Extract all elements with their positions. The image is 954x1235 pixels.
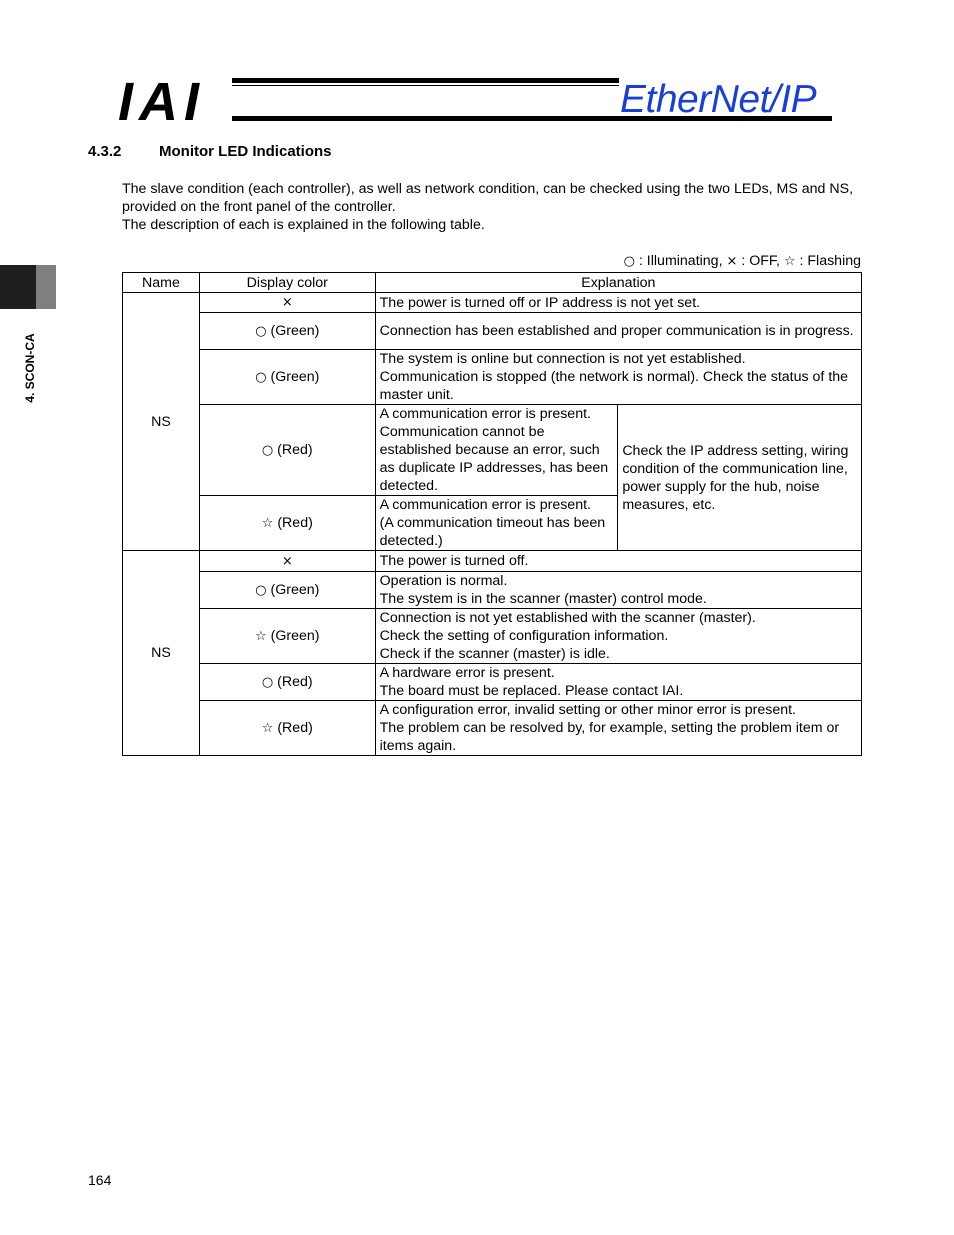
display-color-cell	[199, 405, 375, 496]
circle-icon: ○	[255, 582, 267, 598]
section-number: 4.3.2	[88, 143, 122, 160]
explanation-line: The system is online but connection is not yet established.	[379, 351, 746, 367]
header-name: Name	[123, 273, 200, 293]
cross-icon: ×	[281, 553, 293, 569]
star-icon: ☆	[783, 254, 796, 269]
explanation-line: (A communication timeout has been detected.)	[379, 515, 606, 549]
header-rule-top-thin	[232, 85, 619, 86]
legend-flash-text: : Flashing	[795, 253, 861, 269]
explanation-line: Check if the scanner (master) is idle.	[379, 646, 610, 662]
header-display-color: Display color	[199, 273, 375, 293]
explanation-line: Communication cannot be established because an error, such as duplicate IP addresses, has been detected.	[379, 424, 609, 494]
display-color-cell	[199, 350, 375, 405]
iai-logo: IAI	[118, 72, 206, 132]
explanation-line: A communication error is present.	[379, 406, 591, 422]
table-row	[123, 313, 862, 350]
cross-icon: ×	[726, 254, 738, 269]
color-label: (Red)	[273, 514, 313, 531]
explanation-cell	[375, 405, 618, 496]
table-row	[123, 664, 862, 701]
table-row	[123, 293, 862, 313]
intro-paragraph-2: The description of each is explained in the following table.	[122, 217, 485, 233]
explanation-cell	[375, 496, 618, 551]
star-icon: ☆	[261, 515, 274, 531]
symbol-legend	[624, 253, 861, 269]
explanation-line: The system is in the scanner (master) control mode.	[379, 591, 707, 607]
color-label: (Green)	[266, 627, 320, 644]
explanation-line: Connection is not yet established with the scanner (master).	[379, 610, 756, 626]
explanation-line: A hardware error is present.	[379, 665, 555, 681]
table-row	[123, 350, 862, 405]
star-icon: ☆	[255, 628, 267, 644]
explanation-line: Communication is stopped (the network is normal). Check the status of the master unit.	[379, 369, 849, 403]
chapter-label: 4. SCON-CA	[23, 333, 37, 403]
display-color-cell	[199, 551, 375, 572]
display-color-cell	[199, 609, 375, 664]
explanation-line: A configuration error, invalid setting or other minor error is present.	[379, 702, 797, 718]
circle-icon: ○	[623, 254, 635, 269]
chapter-tab-marker-light	[36, 265, 56, 309]
color-label: (Green)	[266, 322, 320, 339]
color-label: (Red)	[273, 441, 313, 458]
explanation-cell: The power is turned off or IP address is not yet set.	[375, 293, 861, 313]
table-row	[123, 551, 862, 572]
led-name-cell: NS	[123, 551, 200, 756]
explanation-cell	[375, 350, 861, 405]
explanation-line: The problem can be resolved by, for example, setting the problem item or items again.	[379, 720, 840, 754]
display-color-cell	[199, 572, 375, 609]
intro-text	[122, 180, 867, 234]
ethernet-ip-logo: EtherNet/IP	[620, 78, 817, 121]
explanation-cell: The power is turned off.	[375, 551, 861, 572]
color-label: (Red)	[273, 673, 313, 690]
display-color-cell	[199, 701, 375, 756]
explanation-line: Operation is normal.	[379, 573, 508, 589]
legend-on-text: : Illuminating,	[634, 253, 727, 269]
table-header-row	[123, 273, 862, 293]
color-label: (Green)	[266, 368, 320, 385]
color-label: (Green)	[266, 581, 320, 598]
explanation-line: The board must be replaced. Please contact IAI.	[379, 683, 684, 699]
header-explanation: Explanation	[375, 273, 861, 293]
explanation-cell	[375, 664, 861, 701]
explanation-line: Check the setting of configuration information.	[379, 628, 669, 644]
intro-paragraph-1: The slave condition (each controller), as well as network condition, can be checked using the two LEDs, MS and NS, provided on the front panel of the controller.	[122, 181, 854, 215]
circle-icon: ○	[255, 369, 267, 385]
explanation-cell	[375, 572, 861, 609]
page-number: 164	[88, 1172, 112, 1188]
chapter-tab-marker	[0, 265, 36, 309]
table-row	[123, 405, 862, 496]
led-name-cell: NS	[123, 293, 200, 551]
star-icon: ☆	[261, 720, 274, 736]
table-row	[123, 572, 862, 609]
explanation-line: A communication error is present.	[379, 497, 591, 513]
explanation-cell	[375, 701, 861, 756]
table-row	[123, 701, 862, 756]
section-title: Monitor LED Indications	[159, 143, 332, 160]
circle-icon: ○	[261, 442, 274, 458]
header-rule-top	[232, 78, 619, 83]
explanation-cell	[375, 609, 861, 664]
legend-off-text: : OFF,	[737, 253, 784, 269]
display-color-cell	[199, 313, 375, 350]
led-indication-table	[122, 272, 862, 756]
display-color-cell	[199, 664, 375, 701]
remedy-cell: Check the IP address setting, wiring condition of the communication line, power supply for the hub, noise measures, etc.	[618, 405, 862, 551]
circle-icon: ○	[255, 323, 267, 339]
circle-icon: ○	[261, 674, 274, 690]
table-row	[123, 609, 862, 664]
color-label: (Red)	[273, 719, 313, 736]
explanation-cell: Connection has been established and proper communication is in progress.	[375, 313, 861, 350]
display-color-cell	[199, 293, 375, 313]
display-color-cell	[199, 496, 375, 551]
cross-icon: ×	[281, 295, 293, 310]
